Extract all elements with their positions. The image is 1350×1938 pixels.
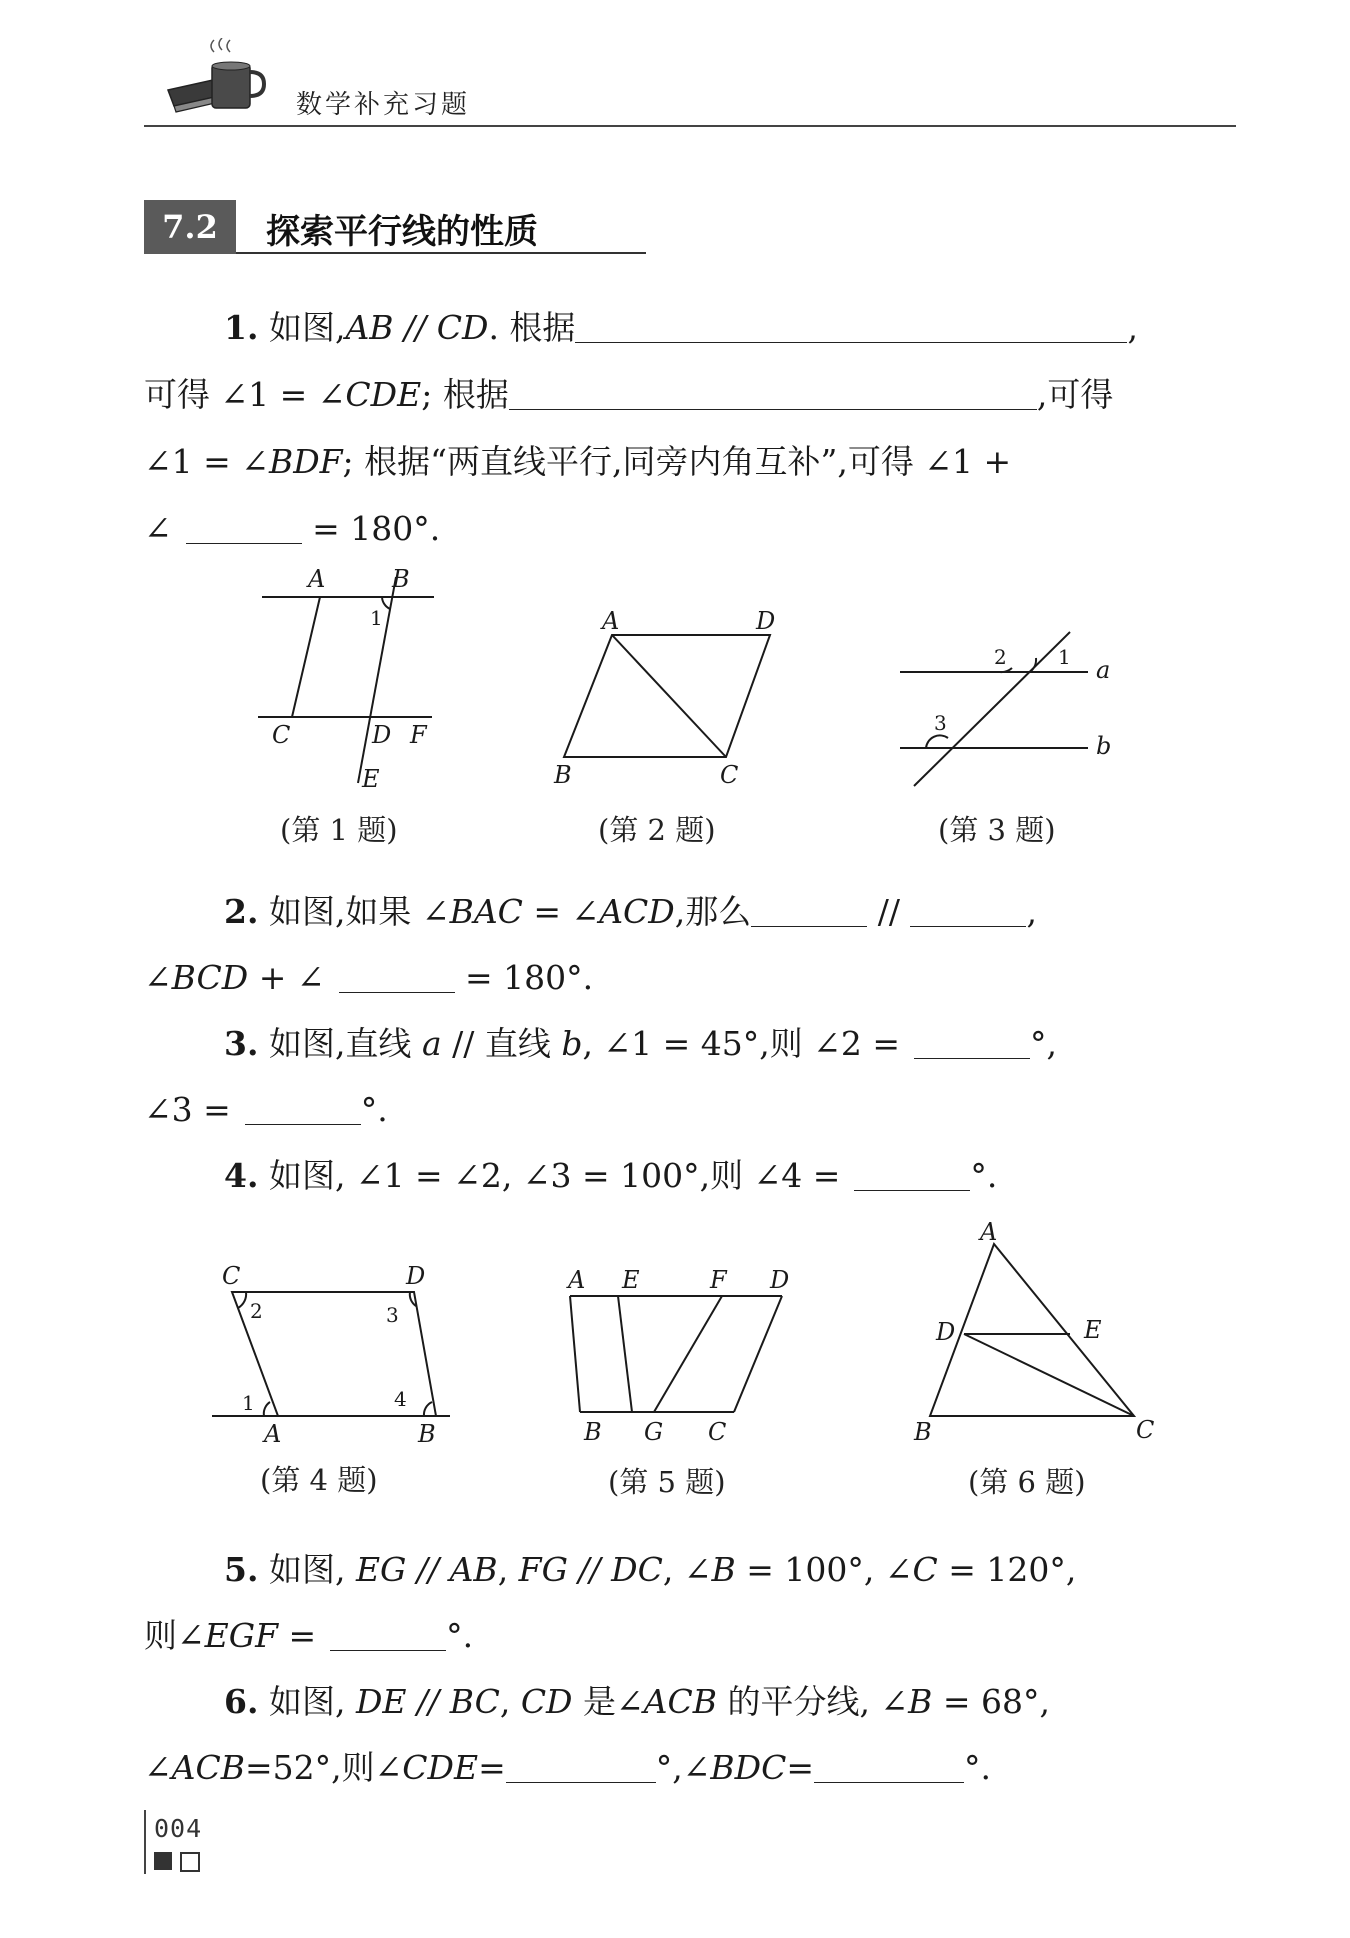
- figure-3-diagram: [890, 620, 1130, 800]
- question-math: C: [912, 1550, 938, 1589]
- figure-3-caption: (第 3 题): [938, 813, 1056, 847]
- question-text: ,: [1127, 308, 1138, 347]
- question-text: °,: [1029, 1024, 1057, 1063]
- header-divider: [144, 125, 1236, 127]
- question-text: °,∠: [655, 1748, 711, 1787]
- question-math: CDE: [345, 375, 422, 414]
- section-title: 探索平行线的性质: [266, 212, 538, 252]
- question-text: ∠: [144, 1748, 172, 1787]
- question-text: = ∠: [522, 892, 600, 931]
- book-title: 数学补充习题: [296, 90, 471, 120]
- question-text: // 直线: [441, 1024, 562, 1063]
- figure-label: F: [710, 1266, 727, 1294]
- figure-label: 4: [394, 1387, 407, 1411]
- question-5-line-2: [144, 1614, 1236, 1658]
- figure-5-caption: (第 5 题): [608, 1465, 726, 1499]
- question-3-line-1: [144, 1022, 1236, 1066]
- answer-blank[interactable]: [751, 896, 867, 927]
- question-math: B: [711, 1550, 736, 1589]
- question-text: ∠1 = ∠: [144, 442, 269, 481]
- question-text: ∠: [144, 509, 172, 548]
- question-text: 如图,: [258, 1550, 356, 1589]
- question-number: 3.: [224, 1024, 259, 1063]
- question-text: = 68°,: [932, 1682, 1051, 1721]
- figure-label: E: [1084, 1316, 1102, 1344]
- figure-label: B: [554, 761, 572, 789]
- question-text: 如图,: [258, 308, 346, 347]
- question-5-line-1: [144, 1548, 1236, 1592]
- question-text: = 180°.: [301, 509, 441, 548]
- question-text: ,可得: [1036, 375, 1114, 414]
- question-text: °.: [964, 1748, 992, 1787]
- question-text: = 120°,: [937, 1550, 1077, 1589]
- question-math: BDF: [268, 442, 343, 481]
- question-text: =: [278, 1616, 317, 1655]
- answer-blank[interactable]: [506, 1752, 656, 1783]
- question-math: BDC: [710, 1748, 787, 1787]
- answer-blank[interactable]: [814, 1752, 964, 1783]
- figure-2-diagram: [550, 605, 790, 795]
- figure-1-diagram: [250, 565, 450, 795]
- figure-label: 2: [994, 645, 1007, 669]
- figure-label: D: [756, 607, 776, 635]
- figure-label: C: [708, 1418, 727, 1446]
- question-2-line-2: [144, 956, 1236, 1000]
- question-math: B: [908, 1682, 933, 1721]
- question-math: ACB: [643, 1682, 718, 1721]
- question-3-line-2: [144, 1088, 1236, 1132]
- figure-5-diagram: [560, 1262, 810, 1452]
- question-text: 如图,如果 ∠: [258, 892, 450, 931]
- figure-4-diagram: [200, 1258, 460, 1448]
- question-6-line-1: [144, 1680, 1236, 1724]
- question-math: a: [421, 1024, 442, 1063]
- question-math: BAC: [449, 892, 523, 931]
- figure-label: A: [264, 1420, 282, 1448]
- question-number: 2.: [224, 892, 259, 931]
- question-math: FG // DC: [518, 1550, 663, 1589]
- figure-label: A: [602, 607, 620, 635]
- figure-label: D: [936, 1318, 956, 1346]
- question-math: ACB: [171, 1748, 245, 1787]
- figure-label: E: [622, 1266, 640, 1294]
- question-text: ,: [497, 1550, 519, 1589]
- figure-label: B: [584, 1418, 602, 1446]
- question-text: 是∠: [572, 1682, 644, 1721]
- question-text: 如图,: [258, 1682, 356, 1721]
- answer-blank[interactable]: [186, 513, 302, 544]
- figure-label: A: [980, 1218, 998, 1246]
- question-text: °.: [446, 1616, 474, 1655]
- figure-label: 1: [1058, 645, 1071, 669]
- question-text: = 180°.: [454, 958, 594, 997]
- question-text: , ∠: [662, 1550, 712, 1589]
- figure-label: E: [362, 765, 380, 793]
- figure-label: A: [568, 1266, 586, 1294]
- question-2-line-1: [144, 890, 1236, 934]
- figure-label: D: [372, 721, 392, 749]
- question-math: BCD: [171, 958, 249, 997]
- question-number: 4.: [224, 1156, 259, 1195]
- question-text: , ∠1 = 45°,则 ∠2 =: [582, 1024, 900, 1063]
- figure-label: D: [406, 1262, 426, 1290]
- question-math: EGF: [204, 1616, 279, 1655]
- figure-label: C: [1136, 1416, 1155, 1444]
- question-text: ; 根据: [421, 375, 509, 414]
- answer-blank[interactable]: [910, 896, 1026, 927]
- question-text: 如图,直线: [258, 1024, 422, 1063]
- figure-6-caption: (第 6 题): [968, 1465, 1086, 1499]
- question-text: °.: [360, 1090, 388, 1129]
- question-text: = 100°, ∠: [735, 1550, 913, 1589]
- question-text: °.: [970, 1156, 998, 1195]
- question-text: //: [867, 892, 911, 931]
- figure-label: b: [1096, 732, 1112, 760]
- answer-blank[interactable]: [854, 1160, 970, 1191]
- figure-label: 3: [934, 711, 947, 735]
- question-text: =: [786, 1748, 815, 1787]
- question-1-line-1: [144, 306, 1236, 350]
- question-text: ,那么: [674, 892, 752, 931]
- question-text: 可得 ∠1 = ∠: [144, 375, 346, 414]
- question-math: b: [561, 1024, 583, 1063]
- figure-6-diagram: [900, 1218, 1160, 1448]
- figure-label: C: [222, 1262, 241, 1290]
- figure-label: F: [410, 721, 427, 749]
- question-text: ∠: [144, 958, 172, 997]
- question-text: =: [478, 1748, 506, 1787]
- answer-blank[interactable]: [245, 1094, 361, 1125]
- question-text: ,: [499, 1682, 521, 1721]
- footer-divider: [144, 1810, 146, 1874]
- question-math: CDE: [402, 1748, 479, 1787]
- figure-2-caption: (第 2 题): [598, 813, 716, 847]
- question-1-line-3: [144, 440, 1236, 484]
- question-text: 则∠: [144, 1616, 205, 1655]
- book-and-mug-icon: [166, 38, 276, 118]
- answer-blank[interactable]: [330, 1620, 446, 1651]
- question-1-line-4: [144, 507, 1236, 551]
- question-math: AB // CD: [345, 308, 489, 347]
- figure-4-caption: (第 4 题): [260, 1463, 378, 1497]
- figure-label: B: [418, 1420, 436, 1448]
- figure-label: B: [392, 565, 410, 593]
- figure-label: 2: [250, 1299, 263, 1323]
- question-6-line-2: [144, 1746, 1236, 1790]
- filled-square-icon: [154, 1852, 172, 1870]
- figure-label: 1: [370, 606, 383, 630]
- figure-label: 3: [386, 1303, 399, 1327]
- figure-label: G: [644, 1418, 664, 1446]
- question-math: CD: [520, 1682, 573, 1721]
- figure-label: B: [914, 1418, 932, 1446]
- question-text: =52°,则∠: [245, 1748, 403, 1787]
- question-text: ,: [1026, 892, 1037, 931]
- question-math: EG // AB: [355, 1550, 498, 1589]
- question-text: + ∠: [248, 958, 325, 997]
- figure-label: C: [720, 761, 739, 789]
- answer-blank[interactable]: [914, 1028, 1030, 1059]
- figure-label: a: [1096, 656, 1111, 684]
- page-number: 004: [154, 1814, 203, 1843]
- answer-blank[interactable]: [509, 379, 1037, 410]
- question-text: . 根据: [488, 308, 576, 347]
- question-number: 1.: [224, 308, 259, 347]
- question-text: 的平分线, ∠: [717, 1682, 909, 1721]
- question-text: 如图, ∠1 = ∠2, ∠3 = 100°,则 ∠4 =: [258, 1156, 841, 1195]
- question-text: ∠3 =: [144, 1090, 231, 1129]
- figure-1-caption: (第 1 题): [280, 813, 398, 847]
- section-number: 7.2: [144, 200, 236, 254]
- section-title-underline: [236, 252, 646, 254]
- question-math: DE // BC: [355, 1682, 500, 1721]
- figure-label: A: [308, 565, 326, 593]
- figure-label: D: [770, 1266, 790, 1294]
- answer-blank[interactable]: [339, 962, 455, 993]
- question-math: ACD: [599, 892, 675, 931]
- figure-label: 1: [242, 1391, 255, 1415]
- question-number: 5.: [224, 1550, 259, 1589]
- answer-blank[interactable]: [575, 312, 1127, 343]
- question-text: ; 根据“两直线平行,同旁内角互补”,可得 ∠1 +: [342, 442, 1012, 481]
- figure-label: C: [272, 721, 291, 749]
- question-number: 6.: [224, 1682, 259, 1721]
- question-4-line-1: [144, 1154, 1236, 1198]
- question-1-line-2: [144, 373, 1236, 417]
- empty-square-icon: [180, 1852, 200, 1872]
